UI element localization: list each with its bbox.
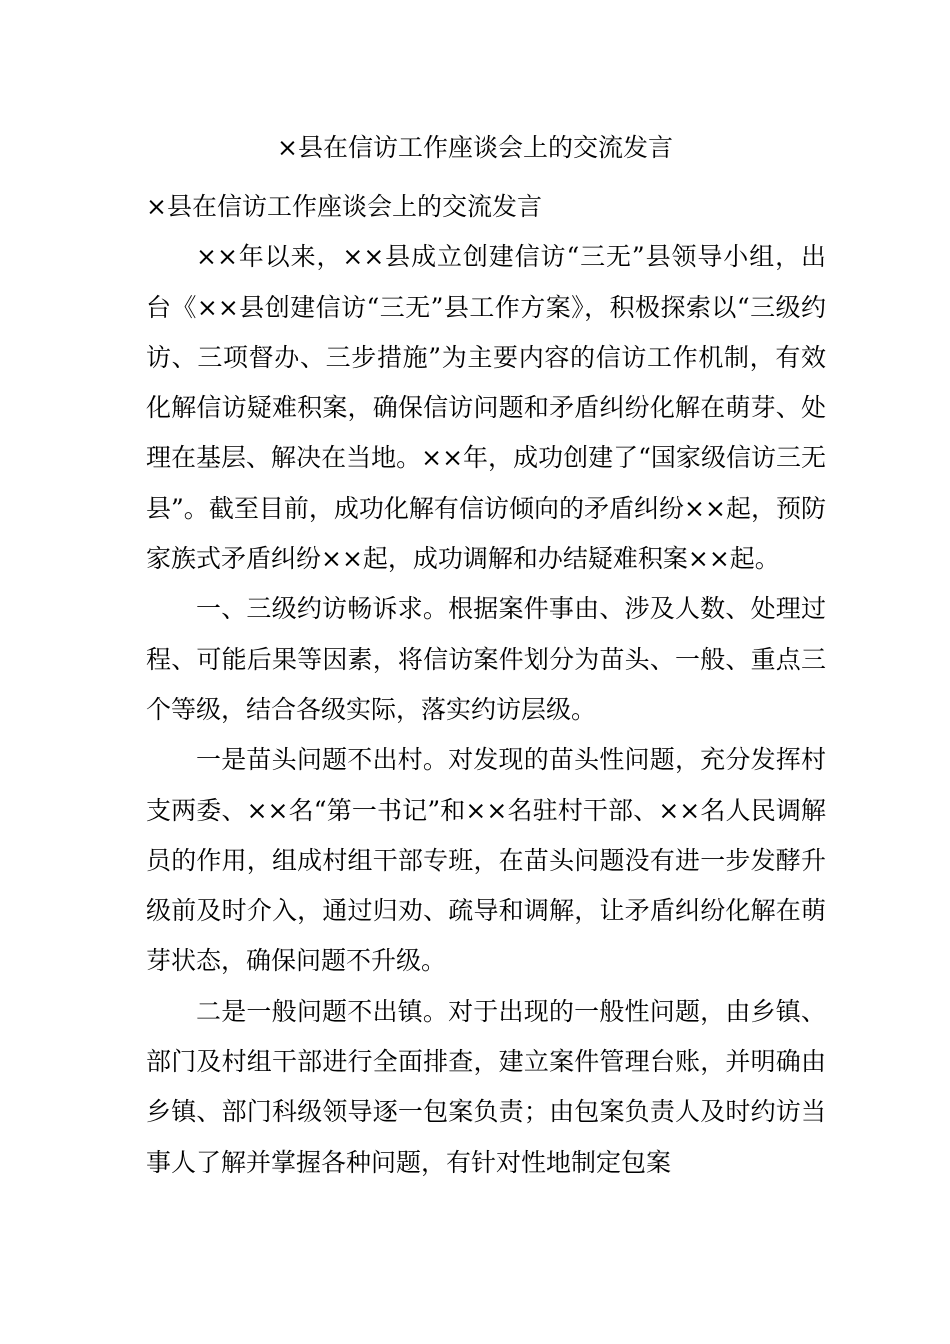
- section-one-paragraph: 一、三级约访畅诉求。根据案件事由、涉及人数、处理过程、可能后果等因素，将信访案件划分为苗头、一般、重点三个等级，结合各级实际，落实约访层级。: [146, 594, 826, 724]
- point-two-paragraph: 二是一般问题不出镇。对于出现的一般性问题，由乡镇、部门及村组干部进行全面排查，建立案件管理台账，并明确由乡镇、部门科级领导逐一包案负责；由包案负责人及时约访当事人了解并掌握各种问题，有针对性地制定包案: [146, 996, 826, 1177]
- point-one-paragraph: 一是苗头问题不出村。对发现的苗头性问题，充分发挥村支两委、××名“第一书记”和××名驻村干部、××名人民调解员的作用，组成村组干部专班，在苗头问题没有进一步发酵升级前及时介入，通过归劝、疏导和调解，让矛盾纠纷化解在萌芽状态，确保问题不升级。: [146, 745, 826, 976]
- intro-paragraph: ××年以来，××县成立创建信访“三无”县领导小组，出台《××县创建信访“三无”县工作方案》，积极探索以“三级约访、三项督办、三步措施”为主要内容的信访工作机制，有效化解信访疑难积案，确保信访问题和矛盾纠纷化解在萌芽、处理在基层、解决在当地。××年，成功创建了“国家级信访三无县”。截至目前，成功化解有信访倾向的矛盾纠纷××起，预防家族式矛盾纠纷××起，成功调解和办结疑难积案××起。: [146, 242, 826, 574]
- document-body: [146, 182, 826, 1188]
- subtitle-paragraph: ×县在信访工作座谈会上的交流发言: [146, 192, 542, 221]
- document-title: ×县在信访工作座谈会上的交流发言: [277, 133, 673, 162]
